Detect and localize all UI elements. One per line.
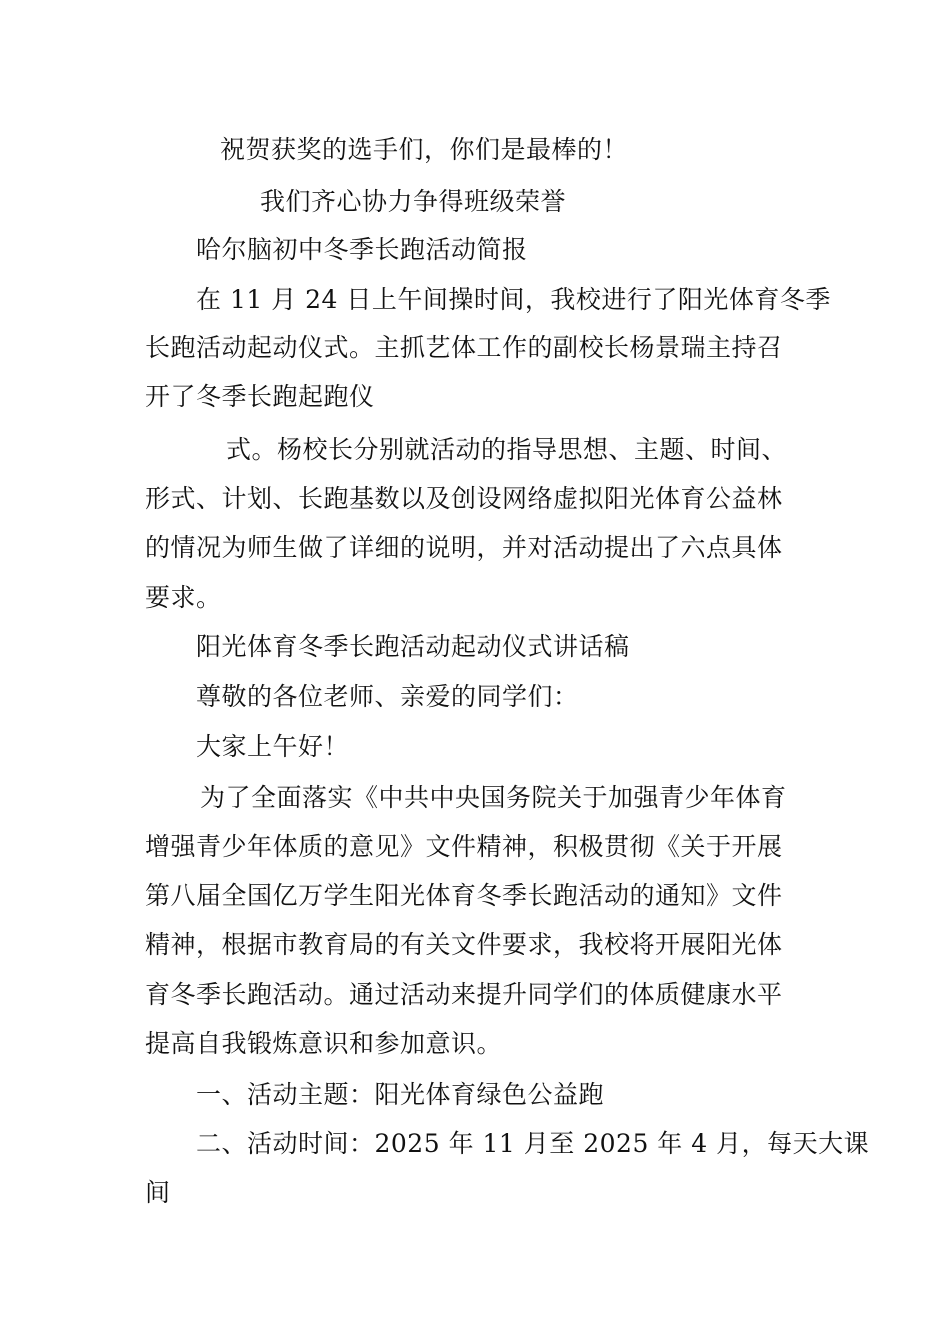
- activity-time-line: 二、活动时间：2025 年 11 月至 2025 年 4 月，每天大课: [196, 1129, 870, 1158]
- paragraph-line: 开了冬季长跑起跑仪: [145, 382, 375, 411]
- paragraph-line: 在 11 月 24 日上午间操时间，我校进行了阳光体育冬季: [196, 285, 831, 314]
- salutation-line: 尊敬的各位老师、亲爱的同学们：: [196, 682, 579, 711]
- paragraph-line: 第八届全国亿万学生阳光体育冬季长跑活动的通知》文件: [145, 881, 783, 910]
- paragraph-line: 要求。: [145, 583, 222, 612]
- congrats-line: 祝贺获奖的选手们，你们是最棒的！: [220, 135, 629, 164]
- paragraph-line: 精神，根据市教育局的有关文件要求，我校将开展阳光体: [145, 930, 783, 959]
- paragraph-line: 形式、计划、长跑基数以及创设网络虚拟阳光体育公益林: [145, 484, 783, 513]
- briefing-title: 哈尔脑初中冬季长跑活动简报: [196, 235, 528, 264]
- paragraph-line: 长跑活动起动仪式。主抓艺体工作的副校长杨景瑞主持召: [145, 333, 783, 362]
- paragraph-line: 提高自我锻炼意识和参加意识。: [145, 1029, 503, 1058]
- class-honor-line: 我们齐心协力争得班级荣誉: [260, 187, 567, 216]
- greeting-line: 大家上午好！: [196, 732, 350, 761]
- paragraph-line: 育冬季长跑活动。通过活动来提升同学们的体质健康水平: [145, 980, 783, 1009]
- paragraph-line: 的情况为师生做了详细的说明，并对活动提出了六点具体: [145, 533, 783, 562]
- activity-theme-line: 一、活动主题：阳光体育绿色公益跑: [196, 1080, 605, 1109]
- paragraph-line: 为了全面落实《中共中央国务院关于加强青少年体育: [200, 783, 787, 812]
- speech-title: 阳光体育冬季长跑活动起动仪式讲话稿: [196, 632, 630, 661]
- paragraph-line: 增强青少年体质的意见》文件精神，积极贯彻《关于开展: [145, 832, 783, 861]
- paragraph-line: 式。杨校长分别就活动的指导思想、主题、时间、: [226, 435, 788, 464]
- paragraph-line: 间: [145, 1178, 171, 1207]
